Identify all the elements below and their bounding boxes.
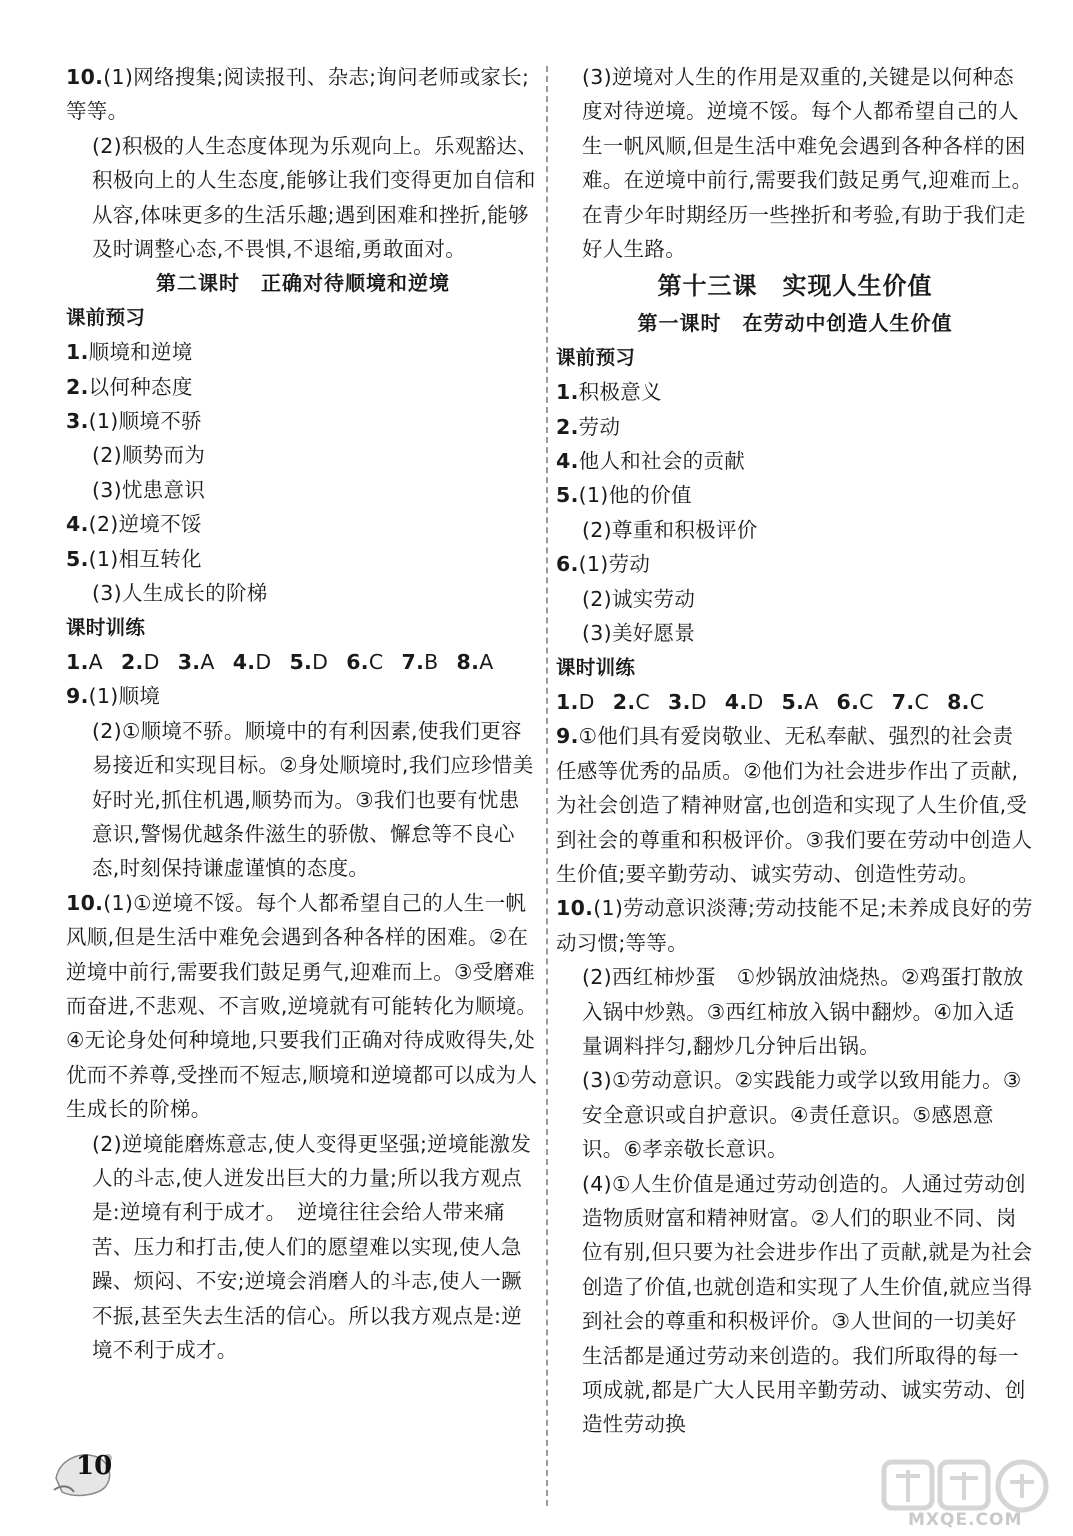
answer-10-part2: (2)积极的人生态度体现为乐观向上。乐观豁达、积极向上的人生态度,能够让我们变得更加自信和从容,体味更多的生活乐趣;遇到困难和挫折,能够及时调整心态,不畏惧,不退缩,勇敢面对。: [92, 133, 538, 262]
choice-number: 7.: [401, 649, 425, 674]
answer-text: (1)①逆境不馁。每个人都希望自己的人生一帆风顺,但是生活中难免会遇到各种各样的困难。②在逆境中前行,需要我们鼓足勇气,迎难而上。③受磨难而奋进,不悲观、不言败,逆境就有可能转化为顺境。④无论身处何种境地,只要我们正确对待成败得失,处优而不养尊,受挫而不短志,顺境和逆境都可以成为人生成长的阶梯。: [66, 890, 538, 1122]
choice-answer: [837, 690, 874, 714]
choice-answer: [402, 650, 439, 674]
item-text: (2)逆境不馁: [88, 512, 202, 537]
watermark-text: MXQE.COM: [908, 1510, 1023, 1530]
choice-letter: A: [88, 649, 103, 674]
multiple-choice-answers: [66, 645, 540, 679]
choice-letter: C: [969, 689, 985, 714]
choice-answer: [121, 650, 160, 674]
item-text: (2)诚实劳动: [582, 586, 696, 611]
choice-letter: D: [578, 689, 595, 714]
preview-item: [66, 438, 540, 472]
item-text: 积极意义: [578, 380, 662, 405]
choice-letter: A: [200, 649, 215, 674]
right-column: [556, 60, 1034, 1442]
choice-number: 2.: [612, 689, 636, 714]
item-text: (1)顺境不骄: [88, 409, 202, 434]
question-number: 9.: [556, 724, 579, 749]
answer-10b-part2: (2)逆境能磨炼意志,使人变得更坚强;逆境能激发人的斗志,使人迸发出巨大的力量;所以我方观点是:逆境有利于成才。 逆境往往会给人带来痛苦、压力和打击,使人们的愿望难以实现,使人急躁、烦闷、不安;逆境会消磨人的斗志,使人一蹶不振,甚至失去生活的信心。所以我方观点是:逆境不利于成才。: [92, 1131, 532, 1363]
preview-item: [556, 410, 1034, 444]
preview-item: [556, 478, 1034, 512]
item-text: (1)他的价值: [578, 483, 692, 508]
item-text: (3)美好愿景: [582, 621, 696, 646]
answer-10-part1: [556, 891, 1034, 960]
question-number: 9.: [66, 684, 89, 709]
choice-number: 4.: [232, 649, 256, 674]
answer-text: ①他们具有爱岗敬业、无私奉献、强烈的社会责任感等优秀的品质。②他们为社会进步作出了贡献,为社会创造了精神财富,也创造和实现了人生价值,受到社会的尊重和积极评价。③我们要在劳动中创造人生价值;要辛勤劳动、诚实劳动、创造性劳动。: [556, 724, 1033, 886]
item-text: (2)顺势而为: [92, 443, 206, 468]
preview-item: [66, 473, 540, 507]
choice-letter: D: [747, 689, 764, 714]
item-number: 5.: [556, 483, 579, 508]
choice-letter: D: [255, 649, 272, 674]
choice-answer: [892, 690, 929, 714]
choice-letter: D: [690, 689, 707, 714]
item-text: 劳动: [578, 414, 621, 439]
answer-10-part4: (4)①人生价值是通过劳动创造的。人通过劳动创造物质财富和精神财富。②人们的职业不同、岗位有别,但只要为社会进步作出了贡献,就是为社会创造了价值,也就创造和实现了人生价值,就应当得到社会的尊重和积极评价。③人世间的一切美好生活都是通过劳动来创造的。我们所取得的每一项成就,都是广大人民用辛勤劳动、诚实劳动、创造性劳动换: [582, 1171, 1033, 1437]
question-number: 10.: [66, 890, 104, 915]
preview-item: [66, 335, 540, 369]
item-text: 顺境和逆境: [88, 340, 193, 365]
answer-9-part1: [66, 679, 540, 713]
preview-item: [556, 444, 1034, 478]
item-number: 5.: [66, 546, 89, 571]
answer-text: (1)劳动意识淡薄;劳动技能不足;未养成良好的劳动习惯;等等。: [556, 896, 1033, 955]
lesson-title: 第十三课 实现人生价值: [657, 272, 933, 301]
question-number: 10.: [66, 65, 104, 89]
item-number: 1.: [66, 340, 89, 365]
training-heading: 课时训练: [556, 655, 636, 679]
item-number: 2.: [66, 374, 89, 399]
answer-10b-part1: [66, 886, 540, 1127]
item-text: (3)忧患意识: [92, 477, 206, 502]
answer-9-part2: (2)①顺境不骄。顺境中的有利因素,使我们更容易接近和实现目标。②身处顺境时,我们应珍惜美好时光,抓住机遇,顺势而为。③我们也要有忧患意识,警惕优越条件滋生的骄傲、懈怠等不良心态,时刻保持谦虚谨慎的态度。: [92, 718, 534, 881]
choice-number: 1.: [556, 689, 579, 714]
choice-number: 5.: [289, 649, 313, 674]
preview-heading: 课前预习: [66, 305, 146, 329]
choice-letter: C: [368, 649, 384, 674]
choice-number: 7.: [891, 689, 915, 714]
multiple-choice-answers: [556, 685, 1034, 719]
preview-item: [556, 375, 1034, 409]
preview-item: [556, 547, 1034, 581]
answer-9: [556, 719, 1034, 891]
choice-number: 3.: [177, 649, 201, 674]
choice-number: 3.: [668, 689, 691, 714]
choice-answer: [613, 690, 650, 714]
preview-item: [66, 507, 540, 541]
choice-answer: [178, 650, 215, 674]
item-number: 4.: [66, 512, 89, 537]
choice-number: 4.: [724, 689, 748, 714]
left-column: [66, 60, 540, 1367]
preview-item: [556, 513, 1034, 547]
answer-10-part2: (2)西红柿炒蛋 ①炒锅放油烧热。②鸡蛋打散放入锅中炒熟。③西红柿放入锅中翻炒。④加入适量调料拌匀,翻炒几分钟后出锅。: [582, 965, 1024, 1058]
preview-list: [66, 335, 540, 610]
preview-list: [556, 375, 1034, 650]
item-text: (3)人生成长的阶梯: [92, 581, 268, 606]
section-subtitle: 第二课时 正确对待顺境和逆境: [156, 271, 450, 296]
training-heading: 课时训练: [66, 615, 146, 639]
item-text: 他人和社会的贡献: [578, 449, 746, 474]
choice-answer: [947, 690, 984, 714]
preview-item: [66, 404, 540, 438]
choice-letter: D: [312, 649, 329, 674]
choice-answer: [556, 690, 595, 714]
item-text: (2)尊重和积极评价: [582, 517, 758, 542]
choice-answer: [346, 650, 383, 674]
choice-letter: C: [635, 689, 651, 714]
preview-heading: 课前预习: [556, 345, 636, 369]
item-text: 以何种态度: [88, 374, 193, 399]
section-subtitle: 第一课时 在劳动中创造人生价值: [637, 311, 953, 336]
choice-number: 6.: [346, 649, 369, 674]
item-text: (1)相互转化: [88, 546, 202, 571]
item-number: 6.: [556, 552, 579, 577]
choice-letter: B: [424, 649, 439, 674]
item-number: 1.: [556, 380, 579, 405]
answer-10-part3: (3)①劳动意识。②实践能力或学以致用能力。③安全意识或自护意识。④责任意识。⑤感恩意识。⑥孝亲敬长意识。: [582, 1068, 1022, 1162]
choice-number: 1.: [66, 649, 89, 674]
choice-answer: [289, 650, 328, 674]
preview-item: [66, 370, 540, 404]
choice-answer: [668, 690, 707, 714]
choice-answer: [66, 650, 103, 674]
item-number: 3.: [66, 409, 89, 434]
item-number: 4.: [556, 449, 579, 474]
choice-number: 5.: [781, 689, 805, 714]
item-text: (1)劳动: [578, 552, 651, 577]
choice-answer: [782, 690, 819, 714]
choice-number: 8.: [947, 689, 970, 714]
choice-letter: D: [143, 649, 160, 674]
choice-answer: [233, 650, 272, 674]
answer-10-part1: [66, 60, 540, 129]
preview-item: [66, 542, 540, 576]
preview-item: [556, 616, 1034, 650]
choice-letter: A: [804, 689, 819, 714]
choice-answer: [457, 650, 494, 674]
choice-number: 8.: [456, 649, 480, 674]
choice-number: 6.: [836, 689, 860, 714]
column-divider: [546, 66, 548, 1506]
choice-letter: C: [859, 689, 874, 714]
choice-answer: [725, 690, 764, 714]
preview-item: [66, 576, 540, 610]
item-number: 2.: [556, 414, 579, 439]
question-number: 10.: [556, 896, 594, 921]
answer-text: (1)顺境: [88, 684, 161, 709]
page-number: 10: [76, 1451, 113, 1481]
choice-letter: A: [479, 649, 494, 674]
choice-letter: C: [914, 689, 930, 714]
answer-part3-continued: (3)逆境对人生的作用是双重的,关键是以何种态度对待逆境。逆境不馁。每个人都希望自己的人生一帆风顺,但是生活中难免会遇到各种各样的困难。在逆境中前行,需要我们鼓足勇气,迎难而上。在青少年时期经历一些挫折和考验,有助于我们走好人生路。: [582, 65, 1033, 262]
choice-number: 2.: [120, 649, 144, 674]
preview-item: [556, 582, 1034, 616]
answer-text: (1)网络搜集;阅读报刊、杂志;询问老师或家长;等等。: [66, 65, 530, 124]
